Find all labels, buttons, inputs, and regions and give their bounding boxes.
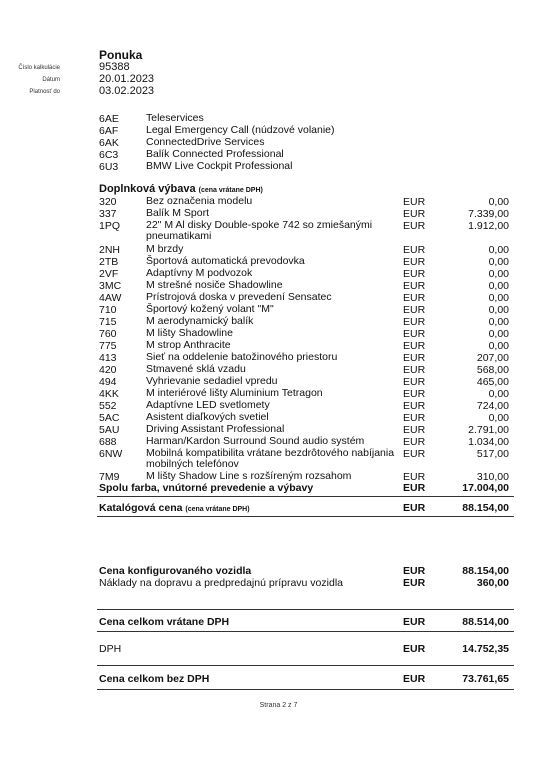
- valid-until-label: Platnosť do: [29, 89, 60, 95]
- option-code: 420: [99, 364, 117, 376]
- option-desc: Harman/Kardon Surround Sound audio systém: [146, 435, 365, 447]
- total-excl-vat-currency: EUR: [403, 673, 426, 685]
- option-desc: M aerodynamický balík: [146, 315, 254, 327]
- option-desc: Športová automatická prevodovka: [146, 255, 305, 267]
- option-desc: Adaptívne LED svetlomety: [146, 399, 270, 411]
- option-desc: Vyhrievanie sedadiel vpredu: [146, 375, 278, 387]
- option-currency: EUR: [403, 256, 426, 268]
- subtotal-currency: EUR: [403, 482, 426, 494]
- option-currency: EUR: [403, 268, 426, 280]
- catalog-label-text: Katalógová cena: [99, 502, 183, 514]
- option-currency: EUR: [403, 364, 426, 376]
- vat-currency: EUR: [403, 643, 426, 655]
- option-desc: Bez označenia modelu: [146, 195, 253, 207]
- option-desc: Balík M Sport: [146, 207, 210, 219]
- option-desc: M brzdy: [146, 243, 184, 255]
- option-desc: Asistent diaľkových svetiel: [146, 411, 269, 423]
- option-code: 688: [99, 436, 117, 448]
- option-currency: EUR: [403, 280, 426, 292]
- option-amount: 0,00: [488, 316, 509, 328]
- option-desc: Prístrojová doska v prevedení Sensatec: [146, 291, 332, 303]
- option-code: 1PQ: [99, 220, 121, 232]
- option-code: 3MC: [99, 280, 122, 292]
- option-currency: EUR: [403, 316, 426, 328]
- option-amount: 207,00: [476, 352, 509, 364]
- valid-until-value: 03.02.2023: [99, 85, 155, 97]
- transport-label: Náklady na dopravu a predpredajnú prípravu vozidla: [99, 577, 343, 589]
- options-title-note: (cena vrátane DPH): [198, 187, 263, 194]
- service-desc: Legal Emergency Call (núdzové volanie): [146, 124, 335, 136]
- catalog-label-note: (cena vrátane DPH): [185, 506, 250, 513]
- service-code: 6AF: [99, 125, 119, 137]
- service-desc: ConnectedDrive Services: [146, 136, 265, 148]
- divider: [97, 516, 514, 517]
- option-currency: EUR: [403, 292, 426, 304]
- catalog-price-label: [99, 502, 250, 514]
- date-value: 20.01.2023: [99, 73, 155, 85]
- option-currency: EUR: [403, 412, 426, 424]
- option-desc: Mobilná kompatibilita vrátane bezdrôtového nabíjania mobilných telefónov: [146, 447, 395, 470]
- transport-amount: 360,00: [476, 577, 509, 589]
- option-code: 4KK: [99, 388, 119, 400]
- option-amount: 568,00: [476, 364, 509, 376]
- catalog-amount: 88.154,00: [462, 502, 509, 514]
- option-amount: 0,00: [488, 280, 509, 292]
- service-code: 6U3: [99, 161, 119, 173]
- option-currency: EUR: [403, 471, 426, 483]
- total-excl-vat-amount: 73.761,65: [462, 673, 509, 685]
- option-desc: 22" M Al disky Double-spoke 742 so zmiešanými pneumatikami: [146, 219, 373, 242]
- option-code: 7M9: [99, 471, 120, 483]
- option-currency: EUR: [403, 340, 426, 352]
- calc-number-label: Číslo kalkulácie: [18, 65, 60, 71]
- option-code: 4AW: [99, 292, 122, 304]
- option-desc: Sieť na oddelenie batožinového priestoru: [146, 351, 338, 363]
- divider: [97, 665, 514, 666]
- option-desc: M strop Anthracite: [146, 339, 231, 351]
- option-code: 337: [99, 208, 117, 220]
- options-title: Doplnková výbava: [99, 183, 196, 195]
- option-code: 710: [99, 304, 117, 316]
- option-amount: 1.034,00: [468, 436, 509, 448]
- divider: [97, 689, 514, 690]
- subtotal-label: Spolu farba, vnútorné prevedenie a výbavy: [99, 482, 314, 494]
- option-amount: 0,00: [488, 196, 509, 208]
- option-currency: EUR: [403, 304, 426, 316]
- option-amount: 0,00: [488, 412, 509, 424]
- option-currency: EUR: [403, 328, 426, 340]
- option-desc: M lišty Shadow Line s rozšíreným rozsahom: [146, 470, 352, 482]
- page-title: Ponuka: [99, 48, 143, 62]
- service-code: 6AK: [99, 137, 119, 149]
- option-amount: 465,00: [476, 376, 509, 388]
- option-code: 5AU: [99, 424, 120, 436]
- option-amount: 7.339,00: [468, 208, 509, 220]
- option-desc: Adaptívny M podvozok: [146, 267, 253, 279]
- option-amount: 724,00: [476, 400, 509, 412]
- option-currency: EUR: [403, 424, 426, 436]
- option-amount: 310,00: [476, 471, 509, 483]
- service-desc: Teleservices: [146, 112, 204, 124]
- page-number: Strana 2 z 7: [259, 702, 298, 709]
- option-amount: 0,00: [488, 256, 509, 268]
- configured-currency: EUR: [403, 565, 426, 577]
- option-amount: 517,00: [476, 448, 509, 460]
- configured-price-label: Cena konfigurovaného vozidla: [99, 565, 252, 577]
- option-amount: 1.912,00: [468, 220, 509, 232]
- option-desc: M interiérové lišty Aluminium Tetragon: [146, 387, 323, 399]
- option-amount: 0,00: [488, 328, 509, 340]
- option-currency: EUR: [403, 388, 426, 400]
- option-amount: 0,00: [488, 340, 509, 352]
- subtotal-amount: 17.004,00: [462, 482, 509, 494]
- option-desc: M strešné nosiče Shadowline: [146, 279, 283, 291]
- option-code: 2VF: [99, 268, 119, 280]
- option-desc: Stmavené sklá vzadu: [146, 363, 246, 375]
- total-incl-vat-label: Cena celkom vrátane DPH: [99, 616, 230, 628]
- option-currency: EUR: [403, 244, 426, 256]
- option-amount: 0,00: [488, 244, 509, 256]
- option-code: 5AC: [99, 412, 120, 424]
- divider: [97, 631, 514, 632]
- option-amount: 2.791,00: [468, 424, 509, 436]
- service-desc: BMW Live Cockpit Professional: [146, 160, 293, 172]
- catalog-currency: EUR: [403, 502, 426, 514]
- transport-currency: EUR: [403, 577, 426, 589]
- option-amount: 0,00: [488, 388, 509, 400]
- vat-label: DPH: [99, 643, 122, 655]
- service-desc: Balík Connected Professional: [146, 148, 284, 160]
- option-amount: 0,00: [488, 292, 509, 304]
- option-currency: EUR: [403, 220, 426, 232]
- options-section-title: [99, 183, 263, 195]
- option-currency: EUR: [403, 208, 426, 220]
- option-desc: Driving Assistant Professional: [146, 423, 285, 435]
- option-code: 413: [99, 352, 117, 364]
- option-amount: 0,00: [488, 268, 509, 280]
- option-currency: EUR: [403, 400, 426, 412]
- option-code: 2TB: [99, 256, 119, 268]
- option-desc: M lišty Shadowline: [146, 327, 233, 339]
- divider: [97, 609, 514, 610]
- total-incl-vat-amount: 88.514,00: [462, 616, 509, 628]
- vat-amount: 14.752,35: [462, 643, 509, 655]
- option-currency: EUR: [403, 448, 426, 460]
- option-code: 2NH: [99, 244, 121, 256]
- option-currency: EUR: [403, 376, 426, 388]
- configured-amount: 88.154,00: [462, 565, 509, 577]
- option-currency: EUR: [403, 352, 426, 364]
- service-code: 6C3: [99, 149, 119, 161]
- service-code: 6AE: [99, 113, 119, 125]
- option-code: 715: [99, 316, 117, 328]
- date-label: Dátum: [42, 77, 60, 83]
- option-code: 775: [99, 340, 117, 352]
- divider: [97, 496, 514, 497]
- option-code: 760: [99, 328, 117, 340]
- calc-number-value: 95388: [99, 61, 130, 73]
- option-desc: Športový kožený volant "M": [146, 303, 274, 315]
- option-currency: EUR: [403, 196, 426, 208]
- option-code: 552: [99, 400, 117, 412]
- option-currency: EUR: [403, 436, 426, 448]
- option-code: 494: [99, 376, 117, 388]
- option-amount: 0,00: [488, 304, 509, 316]
- option-code: 6NW: [99, 448, 123, 460]
- total-incl-vat-currency: EUR: [403, 616, 426, 628]
- total-excl-vat-label: Cena celkom bez DPH: [99, 673, 210, 685]
- option-code: 320: [99, 196, 117, 208]
